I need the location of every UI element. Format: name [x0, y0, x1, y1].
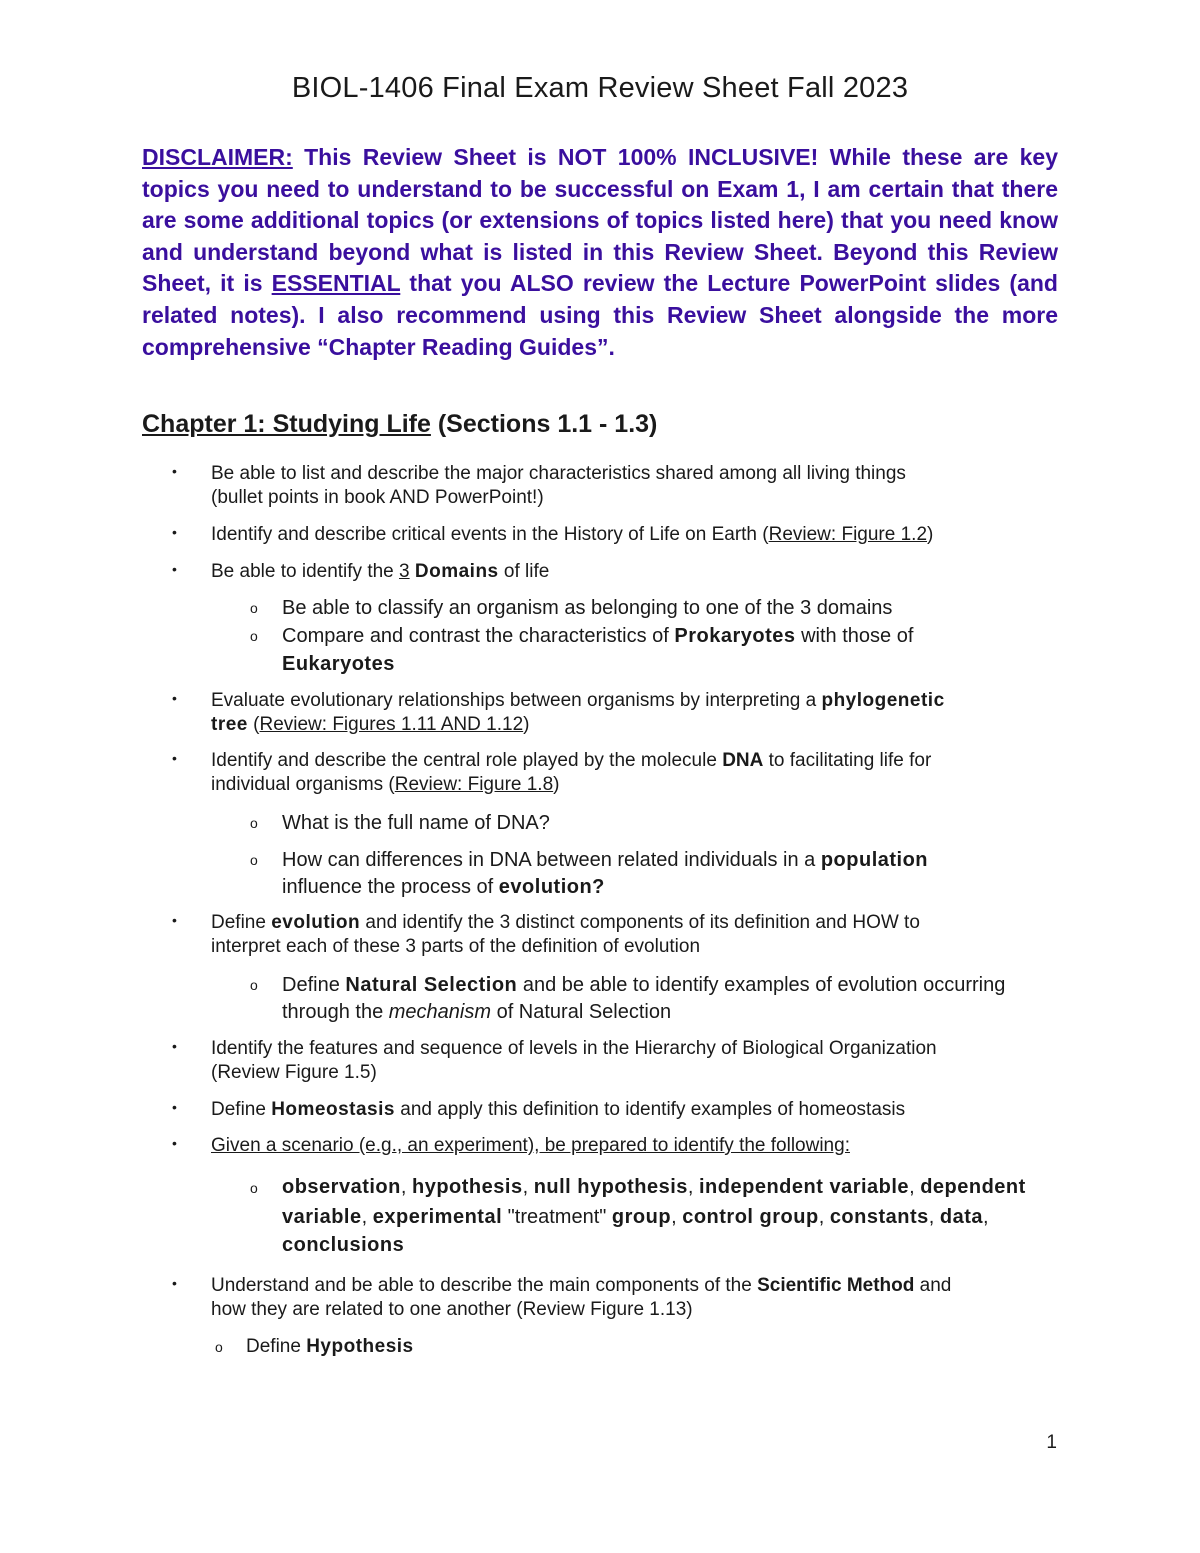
separator-text: , — [818, 1206, 830, 1228]
sub-bullet-icon: o — [250, 852, 258, 868]
sub-bullet-icon: o — [250, 815, 258, 831]
item-text: Understand and be able to describe the main components of the — [211, 1275, 758, 1296]
bold-term: independent variable — [699, 1176, 910, 1198]
bullet-icon: • — [172, 750, 177, 766]
bullet-icon: • — [172, 912, 177, 928]
term-list-line-1 — [282, 1175, 1026, 1199]
sub-list-item: Be able to classify an organism as belonging to one of the 3 domains — [282, 597, 893, 619]
separator-text: , — [983, 1206, 989, 1228]
list-item-continuation — [211, 713, 529, 737]
item-text: with those of — [795, 625, 914, 647]
list-item — [211, 1274, 951, 1298]
item-text: Define — [211, 912, 272, 933]
item-text: ) — [553, 774, 560, 795]
item-text: Compare and contrast the characteristics of — [282, 625, 675, 647]
item-text: Identify and describe the central role played by the molecule — [211, 750, 723, 771]
italic-term: mechanism — [388, 1001, 492, 1023]
bold-term: Homeostasis — [271, 1099, 395, 1120]
bullet-icon: • — [172, 1099, 177, 1115]
bullet-icon: • — [172, 463, 177, 479]
bold-term: experimental — [372, 1206, 503, 1228]
bullet-icon: • — [172, 690, 177, 706]
item-text: to facilitating life for — [763, 750, 932, 771]
list-item — [211, 1098, 905, 1122]
bold-term: control group — [682, 1206, 819, 1228]
bold-term: null hypothesis — [533, 1176, 688, 1198]
bold-term: variable — [282, 1206, 362, 1228]
item-text: of Natural Selection — [491, 1001, 672, 1023]
sub-list-item — [282, 624, 913, 648]
bold-term: data — [939, 1206, 984, 1228]
sub-bullet-icon: o — [250, 977, 258, 993]
item-text: Evaluate evolutionary relationships between organisms by interpreting a — [211, 690, 822, 711]
chapter-sections: (Sections 1.1 - 1.3) — [430, 410, 658, 438]
bold-term: tree — [211, 714, 248, 735]
list-item — [211, 689, 945, 713]
bold-term: DNA — [722, 750, 764, 771]
separator-text: , — [687, 1176, 699, 1198]
bold-term: phylogenetic — [821, 690, 945, 711]
disclaimer-essential: ESSENTIAL — [271, 270, 401, 297]
bold-term: hypothesis — [411, 1176, 523, 1198]
sub-bullet-icon: o — [250, 600, 258, 616]
sub-list-item-continuation — [282, 1000, 671, 1024]
separator-text: , — [928, 1206, 940, 1228]
bold-term: Prokaryotes — [674, 625, 796, 647]
item-text: and — [914, 1275, 952, 1296]
list-item — [211, 749, 931, 773]
list-item-continuation: interpret each of these 3 parts of the definition of evolution — [211, 936, 701, 957]
item-text: ( — [247, 714, 260, 735]
separator-text: , — [522, 1176, 534, 1198]
separator-text: "treatment" — [502, 1206, 612, 1228]
bullet-icon: • — [172, 561, 177, 577]
item-text: individual organisms ( — [211, 774, 395, 795]
separator-text: , — [361, 1206, 373, 1228]
bold-term: Scientific Method — [757, 1275, 915, 1296]
bold-term: population — [820, 849, 929, 871]
item-text: influence the process of — [282, 876, 499, 898]
item-text: Define — [282, 974, 346, 996]
sub-bullet-icon: o — [215, 1339, 223, 1355]
bold-term: observation — [282, 1176, 401, 1198]
item-text: and identify the 3 distinct components of its definition and HOW to — [360, 912, 920, 933]
list-item-continuation: (bullet points in book AND PowerPoint!) — [211, 487, 544, 508]
sub-list-item: What is the full name of DNA? — [282, 812, 550, 834]
figure-reference: Review: Figure 1.2 — [768, 524, 928, 545]
page-number: 1 — [1046, 1432, 1057, 1453]
sub-list-item — [246, 1335, 414, 1359]
bullet-icon: • — [172, 1135, 177, 1151]
list-item — [211, 911, 920, 935]
disclaimer-paragraph — [142, 142, 1058, 363]
sub-bullet-icon: o — [250, 628, 258, 644]
bold-term: Hypothesis — [306, 1336, 414, 1357]
bold-term: dependent — [920, 1176, 1026, 1198]
sub-list-item-continuation: Eukaryotes — [282, 653, 395, 675]
term-list-line-2 — [282, 1205, 989, 1229]
list-item-continuation: (Review Figure 1.5) — [211, 1062, 377, 1083]
bold-term: Domains — [414, 561, 499, 582]
term-list-line-3: conclusions — [282, 1234, 405, 1256]
item-text: Be able to identify the — [211, 561, 400, 582]
document-title: BIOL-1406 Final Exam Review Sheet Fall 2023 — [291, 72, 909, 104]
list-item: Given a scenario (e.g., an experiment), be prepared to identify the following: — [211, 1135, 850, 1156]
separator-text: , — [400, 1176, 412, 1198]
chapter-heading — [142, 410, 657, 439]
sub-list-item — [282, 973, 1005, 997]
bold-term: group — [611, 1206, 672, 1228]
disclaimer-label: DISCLAIMER: — [142, 144, 293, 170]
sub-list-item-continuation — [282, 875, 605, 899]
item-text: and be able to identify examples of evolution occurring — [517, 974, 1006, 996]
bold-term: Natural Selection — [345, 974, 518, 996]
separator-text: , — [909, 1176, 921, 1198]
sub-list-item — [282, 848, 928, 872]
bold-term: constants — [829, 1206, 929, 1228]
list-item-continuation: how they are related to one another (Review Figure 1.13) — [211, 1299, 693, 1320]
list-item — [211, 560, 549, 584]
item-text: through the — [282, 1001, 389, 1023]
figure-reference: Review: Figure 1.8 — [394, 774, 554, 795]
item-text: ) — [523, 714, 530, 735]
disclaimer-text-2: that you ALSO review the Lecture PowerPoint slides (and related notes). I also recommend using this Review Sheet alongside the more comprehensive “Chapter Reading Guides”. — [142, 270, 1058, 360]
item-text: of life — [498, 561, 550, 582]
list-item: Be able to list and describe the major characteristics shared among all living things — [211, 463, 906, 484]
chapter-title: Chapter 1: Studying Life — [142, 410, 431, 438]
domain-count: 3 — [399, 561, 410, 582]
figure-reference: Review: Figures 1.11 AND 1.12 — [259, 714, 524, 735]
list-item: Identify the features and sequence of levels in the Hierarchy of Biological Organization — [211, 1038, 937, 1059]
bullet-icon: • — [172, 1038, 177, 1054]
list-item-continuation — [211, 773, 559, 797]
item-text: Define — [211, 1099, 272, 1120]
item-text: Define — [246, 1336, 307, 1357]
bold-term: evolution — [271, 912, 361, 933]
list-item — [211, 523, 933, 547]
bullet-icon: • — [172, 1275, 177, 1291]
bullet-icon: • — [172, 524, 177, 540]
bold-term: evolution? — [498, 876, 605, 898]
item-text: and apply this definition to identify examples of homeostasis — [394, 1099, 906, 1120]
disclaimer-text-1: This Review Sheet is NOT 100% INCLUSIVE! While these are key topics you need to understand to be successful on Exam 1, I am certain that there are some additional topics (or extensions of topics listed here) that you need know and understand beyond what is listed in this Review Sheet. Beyond this Review Sheet, it is — [142, 144, 1058, 297]
item-text: ) — [927, 524, 934, 545]
separator-text: , — [671, 1206, 683, 1228]
item-text: Identify and describe critical events in the History of Life on Earth ( — [211, 524, 769, 545]
sub-bullet-icon: o — [250, 1180, 258, 1196]
item-text: How can differences in DNA between related individuals in a — [282, 849, 821, 871]
